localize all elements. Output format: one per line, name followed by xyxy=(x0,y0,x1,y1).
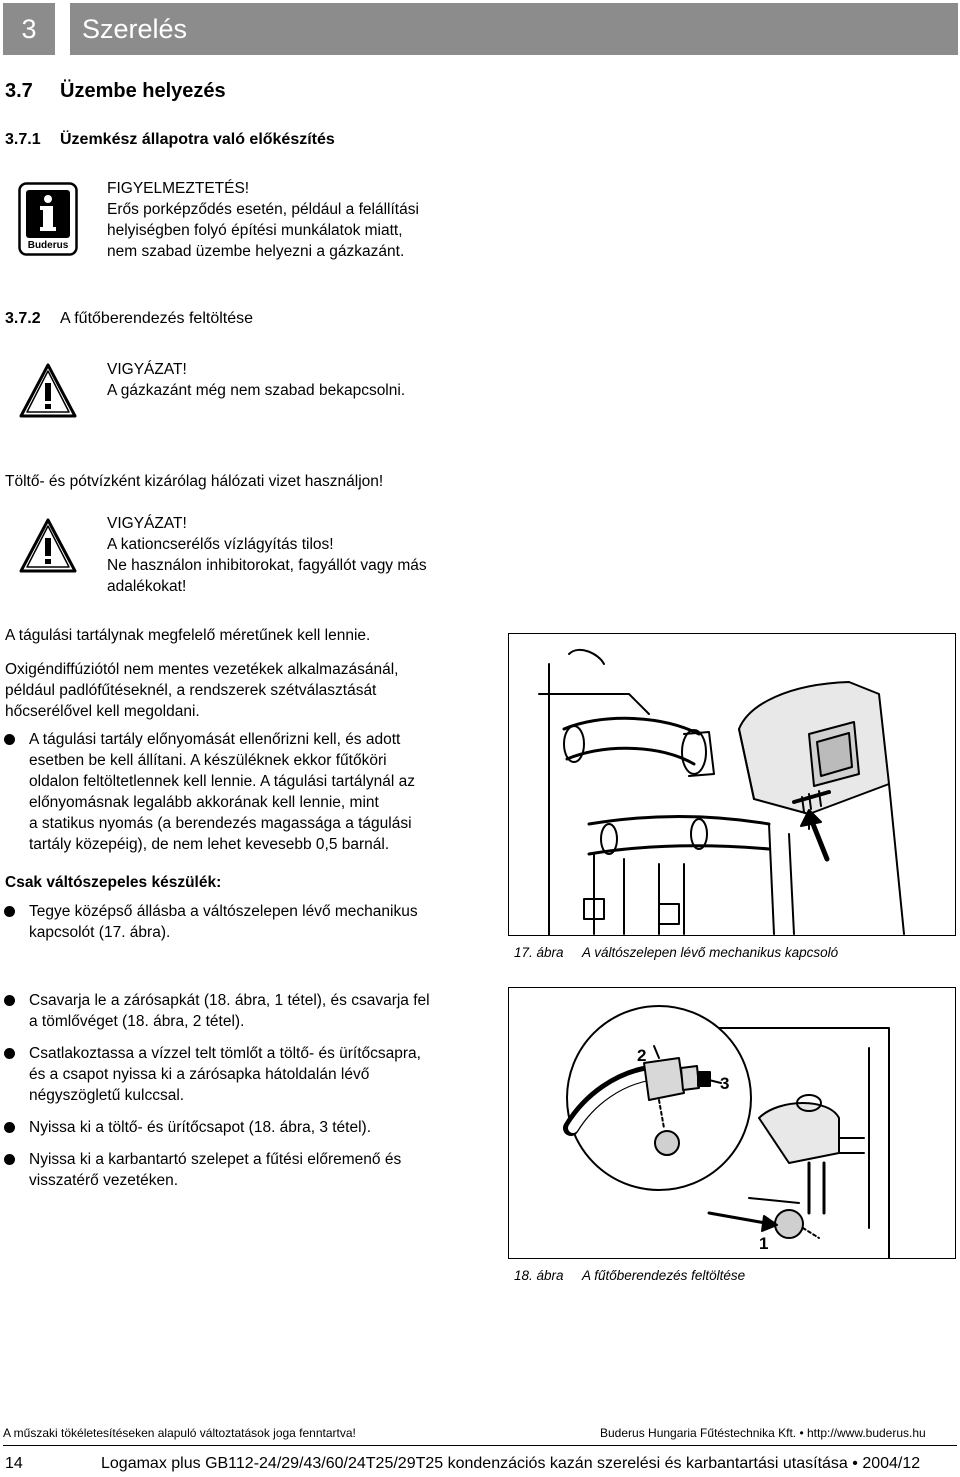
list-item xyxy=(0,1043,470,1106)
warning-line: A gázkazánt még nem szabad bekapcsolni. xyxy=(107,382,406,399)
subsection-number: 3.7.1 xyxy=(5,131,41,148)
warning-line: A kationcserélős vízlágyítás tilos! xyxy=(107,536,334,553)
list-item-line: előnyomásnak legalább akkorának kell lennie, mint xyxy=(29,794,379,811)
list-item-line: Tegye középső állásba a váltószelepen lévő mechanikus xyxy=(29,903,418,920)
figure-label-2: 2 xyxy=(637,1046,647,1065)
warning-block-2 xyxy=(107,513,427,597)
bullet-icon xyxy=(4,1122,15,1133)
subsection-title: A fűtőberendezés feltöltése xyxy=(60,310,254,327)
list xyxy=(0,990,470,1191)
list-item-line: Csatlakoztassa a vízzel telt tömlőt a töltő- és ürítőcsapra, xyxy=(29,1045,421,1062)
chapter-title: Szerelés xyxy=(70,3,958,55)
notice-title: FIGYELMEZTETÉS! xyxy=(107,180,250,197)
buderus-logo: Buderus xyxy=(27,240,69,251)
list-item xyxy=(0,990,470,1032)
bullet-icon xyxy=(4,995,15,1006)
footer-disclaimer: A műszaki tökéletesítéseken alapuló változtatások joga fenntartva! xyxy=(3,1426,356,1440)
section-number: 3.7 xyxy=(5,80,33,102)
figure-17-image xyxy=(508,633,956,936)
figure-label-1: 1 xyxy=(759,1234,769,1253)
paragraph: A tágulási tartálynak megfelelő méretűnek kell lennie. xyxy=(5,627,371,644)
paragraph-line: Oxigéndiffúziótól nem mentes vezetékek alkalmazásánál, xyxy=(5,661,399,678)
bullet-icon xyxy=(4,734,15,745)
paragraph-line: hőcserélővel kell megoldani. xyxy=(5,703,200,720)
list-item xyxy=(0,1117,470,1138)
list-item xyxy=(0,1149,470,1191)
notice-line: helyiségben folyó építési munkálatok miatt, xyxy=(107,222,403,239)
footer-company: Buderus Hungaria Fűtéstechnika Kft. • http://www.buderus.hu xyxy=(600,1426,926,1440)
subsection-heading-2 xyxy=(5,310,254,328)
bullet-icon xyxy=(4,1154,15,1165)
section-title: Üzembe helyezés xyxy=(60,80,226,102)
list-item-line: esetben be kell állítani. A készüléknek ekkor fűtőköri xyxy=(29,752,387,769)
warning-title: VIGYÁZAT! xyxy=(107,515,187,532)
notice-block xyxy=(107,178,419,262)
list-item-line: Nyissa ki a töltő- és ürítőcsapot (18. ábra, 3 tétel). xyxy=(29,1119,372,1136)
list-item xyxy=(0,729,470,855)
page-number: 14 xyxy=(5,1455,23,1472)
figure-label-3: 3 xyxy=(720,1074,730,1093)
list-item-line: Nyissa ki a karbantartó szelepet a fűtési előremenő és xyxy=(29,1151,402,1168)
info-icon xyxy=(18,182,78,256)
paragraph xyxy=(5,659,398,722)
chapter-number: 3 xyxy=(3,3,55,55)
subsection-title: Üzemkész állapotra való előkészítés xyxy=(60,131,335,148)
figure-number: 17. ábra xyxy=(514,945,564,960)
footer-document-title: Logamax plus GB112-24/29/43/60/24T25/29T25 kondenzációs kazán szerelési és karbantartási utasítása • 2004/12 xyxy=(101,1455,921,1472)
warning-line: adalékokat! xyxy=(107,578,187,595)
list-item-line: oldalon feltöltetlennek kell lennie. A tágulási tartálynál az xyxy=(29,773,416,790)
list-item-line: a statikus nyomás (a berendezés magassága a tágulási xyxy=(29,815,412,832)
paragraph-line: például padlófűtéseknél, a rendszerek szétválasztását xyxy=(5,682,377,699)
warning-title: VIGYÁZAT! xyxy=(107,361,187,378)
figure-caption-text: A váltószelepen lévő mechanikus kapcsoló xyxy=(582,945,839,960)
list-item-line: Csavarja le a zárósapkát (18. ábra, 1 tétel), és csavarja fel xyxy=(29,992,430,1009)
figure-number: 18. ábra xyxy=(514,1268,564,1283)
list-item-line: tartály közepéig), de nem lehet kevesebb 0,5 barnál. xyxy=(29,836,390,853)
list-item-line: a tömlővéget (18. ábra, 2 tétel). xyxy=(29,1013,245,1030)
warning-icon xyxy=(18,362,78,425)
figure-caption-text: A fűtőberendezés feltöltése xyxy=(582,1268,746,1283)
list-item xyxy=(0,901,418,943)
list-item-line: visszatérő vezetéken. xyxy=(29,1172,179,1189)
bullet-icon xyxy=(4,1048,15,1059)
paragraph: Töltő- és pótvízként kizárólag hálózati vizet használjon! xyxy=(5,473,384,490)
list-item-line: kapcsolót (17. ábra). xyxy=(29,924,171,941)
bullet-icon xyxy=(4,906,15,917)
section-heading xyxy=(5,80,226,103)
warning-icon xyxy=(18,517,78,580)
notice-line: Erős porképződés esetén, például a felállítási xyxy=(107,201,419,218)
figure-18-image xyxy=(508,987,956,1259)
list-item-line: és a csapot nyissa ki a zárósapka hátoldalán lévő xyxy=(29,1066,370,1083)
warning-block-1 xyxy=(107,359,405,401)
warning-line: Ne használon inhibitorokat, fagyállót vagy más xyxy=(107,557,427,574)
subheading: Csak váltószepeles készülék: xyxy=(5,874,222,891)
list-item-line: A tágulási tartály előnyomását ellenőrizni kell, és adott xyxy=(29,731,401,748)
subsection-number: 3.7.2 xyxy=(5,310,41,327)
list-item-line: négyszögletű kulccsal. xyxy=(29,1087,185,1104)
notice-line: nem szabad üzembe helyezni a gázkazánt. xyxy=(107,243,405,260)
subsection-heading-1 xyxy=(5,131,335,149)
footer-divider xyxy=(3,1445,957,1446)
